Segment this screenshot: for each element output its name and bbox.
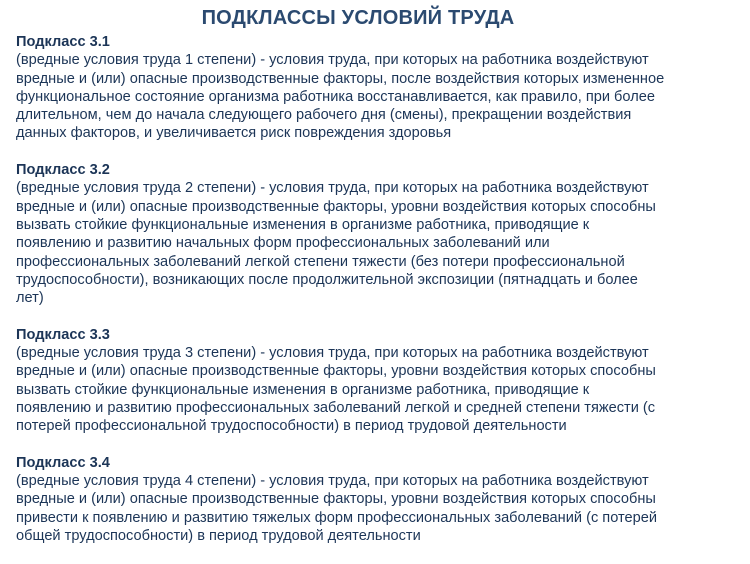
subclass-description-line: появлению и развитию профессиональных заболеваний легкой и средней степени тяжести (с <box>16 399 656 416</box>
subclass-description-line: (вредные условия труда 4 степени) - условия труда, при которых на работника воздействуют <box>16 473 649 490</box>
subclass-heading: Подкласс 3.2 <box>16 162 110 179</box>
subclass-description-line: (вредные условия труда 1 степени) - условия труда, при которых на работника воздействуют <box>16 52 649 69</box>
subclass-description-line: вредные и (или) опасные производственные факторы, после воздействия которых измененное <box>16 70 665 87</box>
subclass-section <box>16 161 741 307</box>
subclass-section <box>16 326 741 436</box>
subclass-description-line: потерей профессиональной трудоспособности) в период трудовой деятельности <box>16 418 567 435</box>
subclass-description-line: функциональное состояние организма работника восстанавливается, как правило, при более <box>16 88 655 105</box>
subclass-description-line: вредные и (или) опасные производственные факторы, уровни воздействия которых способны <box>16 491 656 508</box>
subclass-description-line: вредные и (или) опасные производственные факторы, уровни воздействия которых способны <box>16 363 656 380</box>
subclass-section <box>16 33 741 143</box>
subclass-heading: Подкласс 3.4 <box>16 454 110 471</box>
subclass-description-line: данных факторов, и увеличивается риск повреждения здоровья <box>16 125 452 142</box>
subclass-description-line: длительном, чем до начала следующего рабочего дня (смены), прекращении воздействия <box>16 107 632 124</box>
subclass-heading: Подкласс 3.3 <box>16 326 110 343</box>
subclass-description-line: трудоспособности), возникающих после продолжительной экспозиции (пятнадцать и более <box>16 271 638 288</box>
subclass-description-line: лет) <box>16 290 44 307</box>
subclass-description-line: вызвать стойкие функциональные изменения в организме работника, приводящие к <box>16 381 590 398</box>
subclass-description-line: вызвать стойкие функциональные изменения в организме работника, приводящие к <box>16 216 590 233</box>
subclass-heading: Подкласс 3.1 <box>16 34 110 50</box>
subclass-description-line: общей трудоспособности) в период трудовой деятельности <box>16 528 421 545</box>
document-body <box>16 33 741 564</box>
subclass-description-line: (вредные условия труда 2 степени) - условия труда, при которых на работника воздействуют <box>16 180 649 197</box>
subclass-description-line: привести к появлению и развитию тяжелых форм профессиональных заболеваний (с потерей <box>16 509 658 526</box>
subclass-description-line: вредные и (или) опасные производственные факторы, уровни воздействия которых способны <box>16 198 656 215</box>
subclass-description-line: (вредные условия труда 3 степени) - условия труда, при которых на работника воздействуют <box>16 345 649 362</box>
subclass-description-line: профессиональных заболеваний легкой степени тяжести (без потери профессиональной <box>16 253 625 270</box>
subclass-section <box>16 454 741 545</box>
subclass-description-line: появлению и развитию начальных форм профессиональных заболеваний или <box>16 235 550 252</box>
page-title: ПОДКЛАССЫ УСЛОВИЙ ТРУДА <box>201 7 515 29</box>
